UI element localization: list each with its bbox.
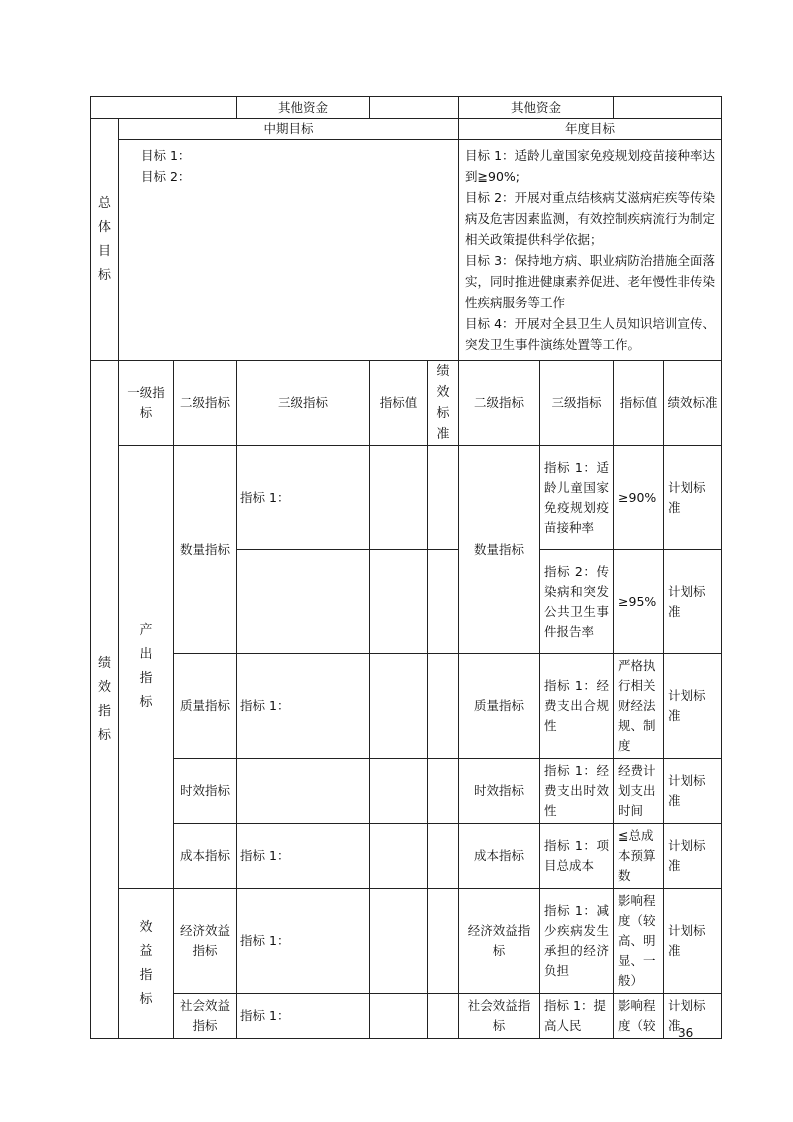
social-indicator: 指标 1：提高人民 xyxy=(540,994,614,1039)
goals-content-row xyxy=(91,140,722,361)
quantity-row-1 xyxy=(91,446,722,550)
economic-value: 影响程度（较高、明显、一般） xyxy=(614,889,664,994)
social-left-standard xyxy=(428,994,459,1039)
output-label-cell xyxy=(119,446,174,889)
performance-goal-table xyxy=(90,96,722,1039)
quantity-left-item-2 xyxy=(237,550,370,654)
goals-header-row xyxy=(91,119,722,140)
social-benefit-row xyxy=(91,994,722,1039)
header-level3-right: 三级指标 xyxy=(540,361,614,446)
quantity-value-2: ≥95% xyxy=(614,550,664,654)
benefit-label-cell xyxy=(119,889,174,1039)
social-left-value xyxy=(370,994,428,1039)
other-funds-label-right: 其他资金 xyxy=(459,97,614,119)
quality-row xyxy=(91,654,722,759)
timeliness-left-value xyxy=(370,759,428,824)
quantity-left-standard-2 xyxy=(428,550,459,654)
benefit-label: 效益指标 xyxy=(139,919,153,1007)
performance-label-cell xyxy=(91,361,119,1039)
header-level2-right: 二级指标 xyxy=(459,361,540,446)
cost-value: ≦总成本预算数 xyxy=(614,824,664,889)
quantity-standard-2: 计划标准 xyxy=(664,550,722,654)
social-right-label: 社会效益指标 xyxy=(459,994,540,1039)
timeliness-left-item xyxy=(237,759,370,824)
economic-indicator: 指标 1：减少疾病发生承担的经济负担 xyxy=(540,889,614,994)
quantity-left-value xyxy=(370,446,428,550)
funding-row xyxy=(91,97,722,119)
quantity-value-1: ≥90% xyxy=(614,446,664,550)
quantity-left-item: 指标 1： xyxy=(237,446,370,550)
cost-left-standard xyxy=(428,824,459,889)
mid-term-goals-cell xyxy=(119,140,459,361)
overall-goals-label: 总体目标 xyxy=(97,195,111,283)
performance-header-row xyxy=(91,361,722,446)
quantity-left-value-2 xyxy=(370,550,428,654)
timeliness-row xyxy=(91,759,722,824)
quality-left-standard xyxy=(428,654,459,759)
quality-indicator: 指标 1：经费支出合规性 xyxy=(540,654,614,759)
quality-right-label: 质量指标 xyxy=(459,654,540,759)
social-standard: 计划标准 xyxy=(664,994,722,1039)
economic-left-value xyxy=(370,889,428,994)
annual-goals-cell xyxy=(459,140,722,361)
overall-goals-label-cell xyxy=(91,119,119,361)
timeliness-standard: 计划标准 xyxy=(664,759,722,824)
quantity-left-standard xyxy=(428,446,459,550)
economic-label: 经济效益指标 xyxy=(174,889,237,994)
funding-empty-cell xyxy=(91,97,237,119)
header-level1: 一级指标 xyxy=(119,361,174,446)
timeliness-label: 时效指标 xyxy=(174,759,237,824)
mid-term-goal-2: 目标 2： xyxy=(141,169,191,184)
cost-left-value xyxy=(370,824,428,889)
output-label: 产出指标 xyxy=(139,623,153,710)
cost-left-item: 指标 1： xyxy=(237,824,370,889)
mid-term-goals-header: 中期目标 xyxy=(119,119,459,140)
timeliness-right-label: 时效指标 xyxy=(459,759,540,824)
economic-benefit-row xyxy=(91,889,722,994)
quantity-indicator-2: 指标 2：传染病和突发公共卫生事件报告率 xyxy=(540,550,614,654)
quantity-standard-1: 计划标准 xyxy=(664,446,722,550)
quantity-label: 数量指标 xyxy=(174,446,237,654)
quality-standard: 计划标准 xyxy=(664,654,722,759)
cost-right-label: 成本指标 xyxy=(459,824,540,889)
timeliness-indicator: 指标 1：经费支出时效性 xyxy=(540,759,614,824)
mid-term-goal-1: 目标 1： xyxy=(141,148,191,163)
annual-goals-header: 年度目标 xyxy=(459,119,722,140)
economic-left-item: 指标 1： xyxy=(237,889,370,994)
cost-label: 成本指标 xyxy=(174,824,237,889)
economic-left-standard xyxy=(428,889,459,994)
economic-right-label: 经济效益指标 xyxy=(459,889,540,994)
cost-standard: 计划标准 xyxy=(664,824,722,889)
performance-label: 绩效指标 xyxy=(97,655,111,743)
header-standard-right: 绩效标准 xyxy=(664,361,722,446)
header-standard-narrow-cell xyxy=(428,361,459,446)
quality-value: 严格执行相关财经法规、制度 xyxy=(614,654,664,759)
other-funds-value-left xyxy=(370,97,459,119)
quantity-indicator-1: 指标 1：适龄儿童国家免疫规划疫苗接种率 xyxy=(540,446,614,550)
timeliness-left-standard xyxy=(428,759,459,824)
social-left-item: 指标 1： xyxy=(237,994,370,1039)
annual-goal-2: 目标 2：开展对重点结核病艾滋病疟疾等传染病及危害因素监测，有效控制疾病流行为制定相关政策提供科学依据； xyxy=(465,190,716,247)
quality-label: 质量指标 xyxy=(174,654,237,759)
header-value: 指标值 xyxy=(370,361,428,446)
annual-goal-3: 目标 3：保持地方病、职业病防治措施全面落实，同时推进健康素养促进、老年慢性非传染性疾病服务等工作 xyxy=(465,253,716,310)
social-label: 社会效益指标 xyxy=(174,994,237,1039)
annual-goal-1: 目标 1：适龄儿童国家免疫规划疫苗接种率达到≧90%; xyxy=(465,148,716,184)
header-standard-narrow: 绩效标准 xyxy=(436,364,450,442)
quality-left-item: 指标 1： xyxy=(237,654,370,759)
header-value-right: 指标值 xyxy=(614,361,664,446)
timeliness-value: 经费计划支出时间 xyxy=(614,759,664,824)
other-funds-label-left: 其他资金 xyxy=(237,97,370,119)
economic-standard: 计划标准 xyxy=(664,889,722,994)
quantity-right-label: 数量指标 xyxy=(459,446,540,654)
header-level3: 三级指标 xyxy=(237,361,370,446)
cost-row xyxy=(91,824,722,889)
page-number: 36 xyxy=(678,1026,694,1040)
quality-left-value xyxy=(370,654,428,759)
cost-indicator: 指标 1：项目总成本 xyxy=(540,824,614,889)
annual-goal-4: 目标 4：开展对全县卫生人员知识培训宣传、突发卫生事件演练处置等工作。 xyxy=(465,316,716,352)
other-funds-value-right xyxy=(614,97,722,119)
social-value: 影响程度（较 xyxy=(614,994,664,1039)
header-level2: 二级指标 xyxy=(174,361,237,446)
